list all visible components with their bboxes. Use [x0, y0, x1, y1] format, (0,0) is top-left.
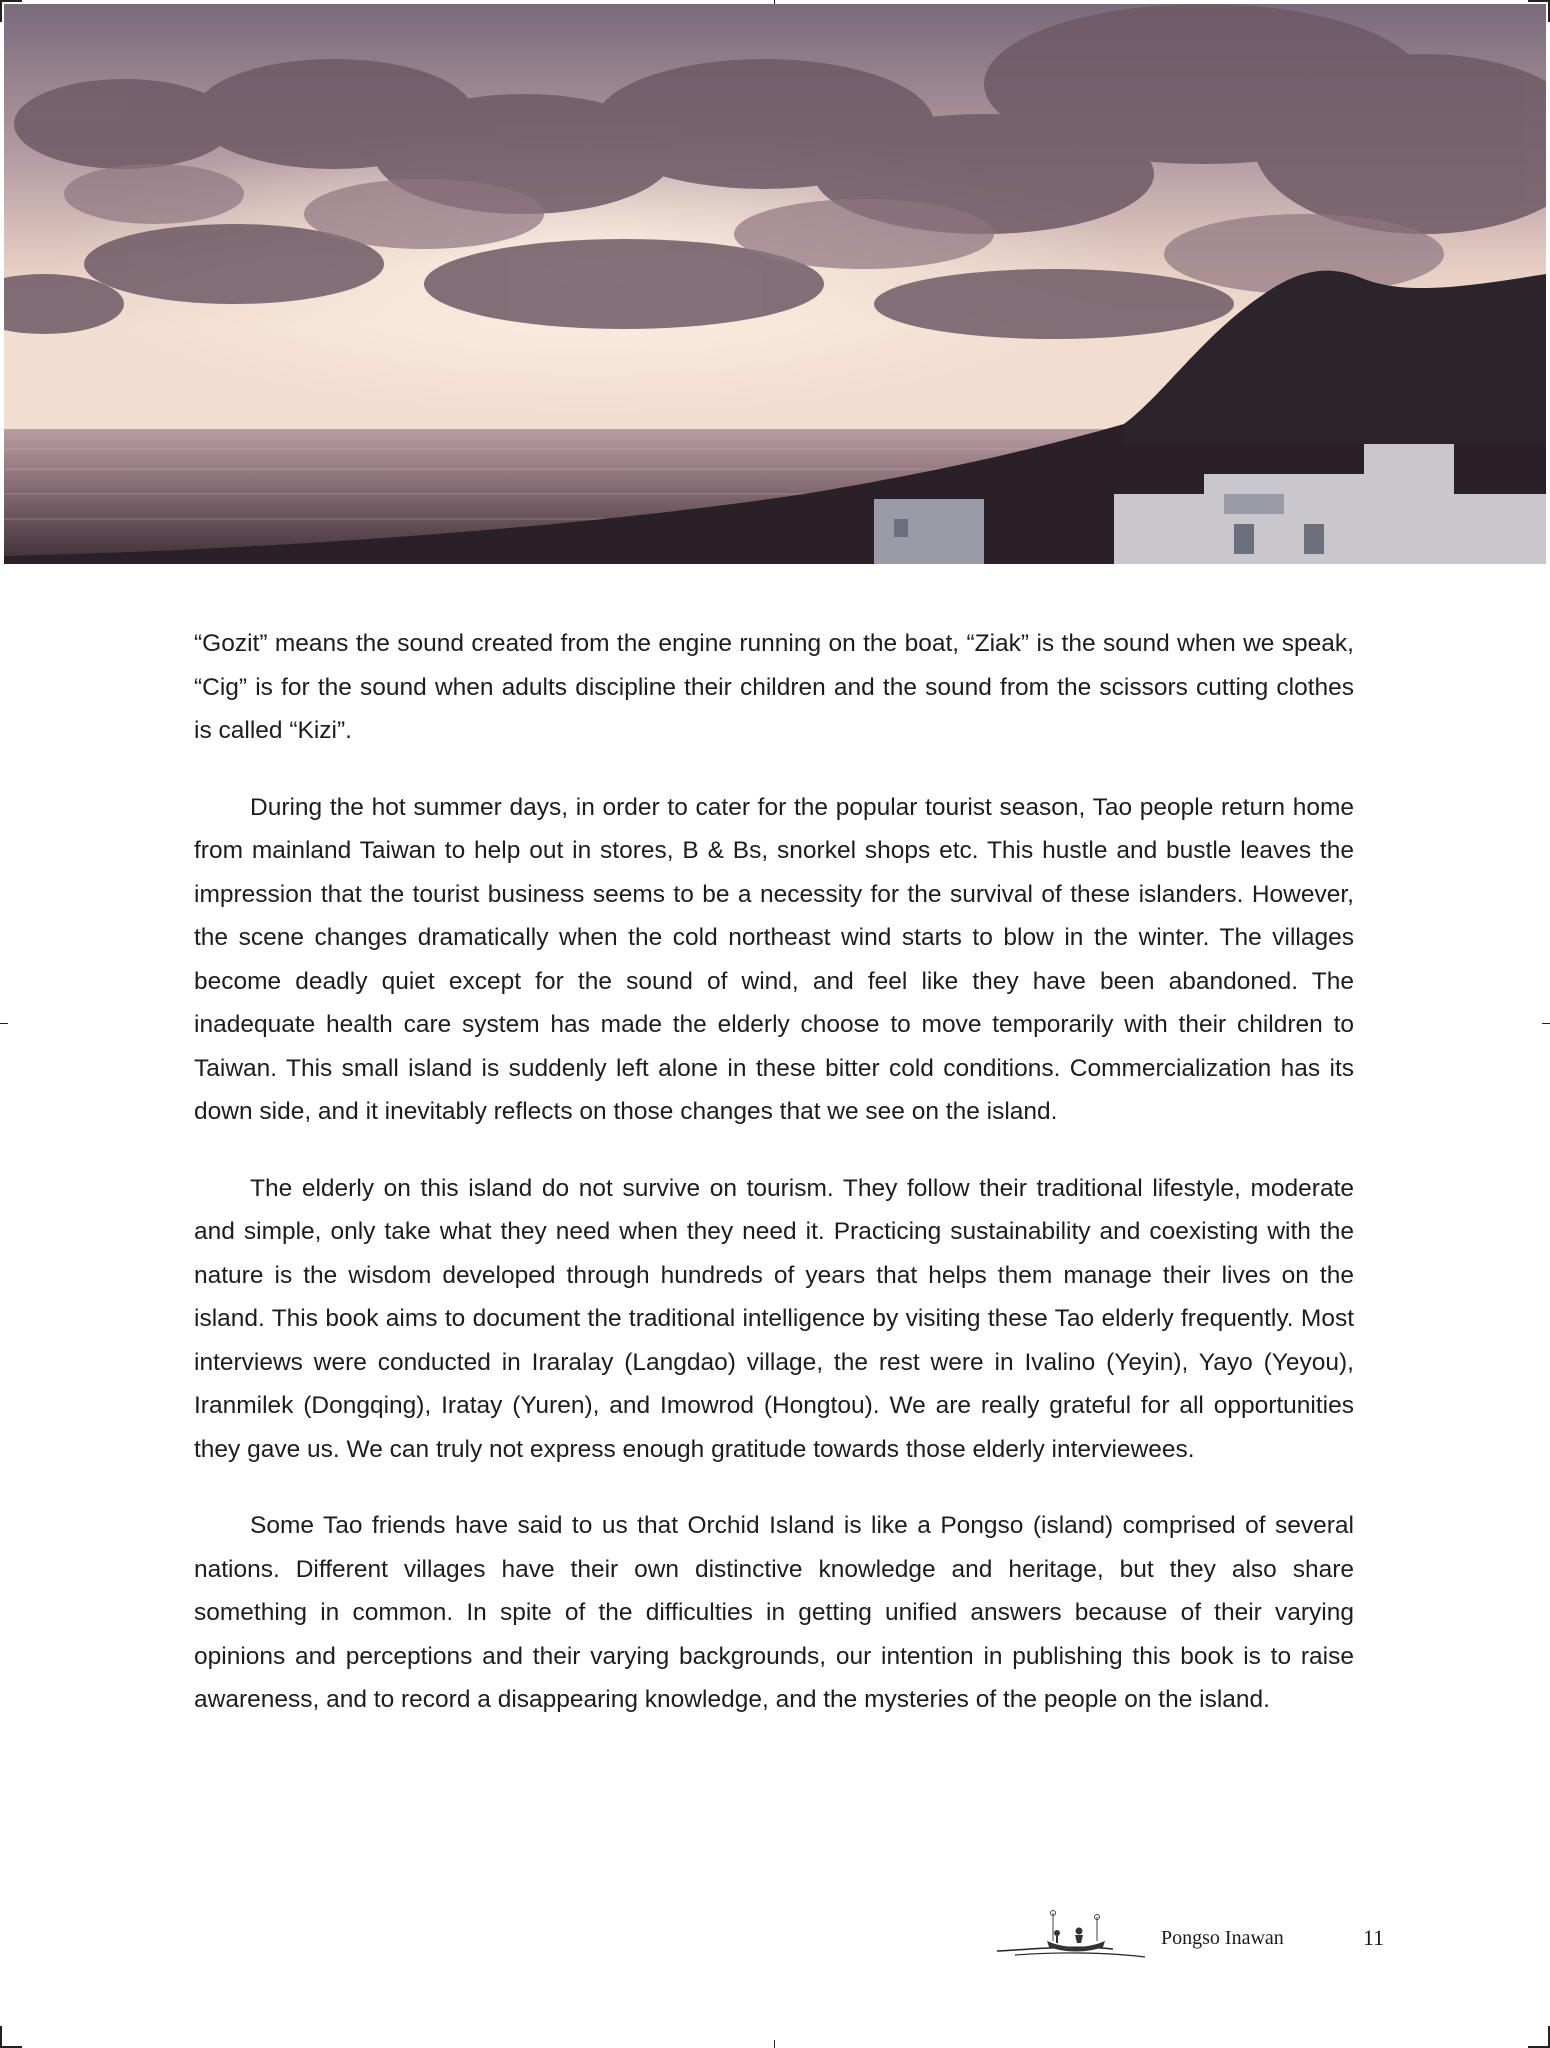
- crop-mark: [1542, 1023, 1550, 1024]
- crop-mark: [0, 2026, 2, 2048]
- canoe-logo-icon: [995, 1905, 1155, 1965]
- paragraph: The elderly on this island do not survive on tourism. They follow their traditional lifestyle, moderate and simple, only take what they need when they need it. Practicing sustainability and coexisting with the nature is the wisdom developed through hundreds of years that helps them manage their lives on the island. This book aims to document the traditional intelligence by visiting these Tao elderly frequently. Most interviews were conducted in Iraralay (Langdao) village, the rest were in Ivalino (Yeyin), Yayo (Yeyou), Iranmilek (Dongqing), Iratay (Yuren), and Imowrod (Hongtou). We are really grateful for all opportunities they gave us. We can truly not express enough gratitude towards those elderly interviewees.: [194, 1174, 1354, 1463]
- paragraph: During the hot summer days, in order to cater for the popular tourist season, Tao people return home from mainland Taiwan to help out in stores, B & Bs, snorkel shops etc. This hustle and bustle leaves the impression that the tourist business seems to be a necessity for the survival of these islanders. However, the scene changes dramatically when the cold northeast wind starts to blow in the winter. The villages become deadly quiet except for the sound of wind, and feel like they have been abandoned. The inadequate health care system has made the elderly choose to move temporarily with their children to Taiwan. This small island is suddenly left alone in these bitter cold conditions. Commercialization has its down side, and it inevitably reflects on those changes that we see on the island.: [194, 793, 1354, 1125]
- paragraph: “Gozit” means the sound created from the engine running on the boat, “Ziak” is the sound when we speak, “Cig” is for the sound when adults discipline their children and the sound from the scissors cutting clothes is called “Kizi”.: [194, 630, 1354, 744]
- crop-mark: [0, 0, 22, 2]
- crop-mark: [0, 0, 2, 22]
- crop-mark: [774, 2040, 775, 2048]
- crop-mark: [0, 1023, 8, 1024]
- book-title: Pongso Inawan: [1161, 1927, 1284, 1949]
- body-text: [194, 622, 1354, 1755]
- page-footer: [995, 1905, 1395, 1965]
- crop-mark: [1528, 0, 1550, 2]
- paragraph: Some Tao friends have said to us that Orchid Island is like a Pongso (island) comprised of several nations. Different villages have their own distinctive knowledge and heritage, but they also share something in common. In spite of the difficulties in getting unified answers because of their varying opinions and perceptions and their varying backgrounds, our intention in publishing this book is to raise awareness, and to record a disappearing knowledge, and the mysteries of the people on the island.: [194, 1512, 1354, 1713]
- sunset-seascape-photo: [4, 4, 1546, 564]
- page-number: 11: [1363, 1925, 1385, 1950]
